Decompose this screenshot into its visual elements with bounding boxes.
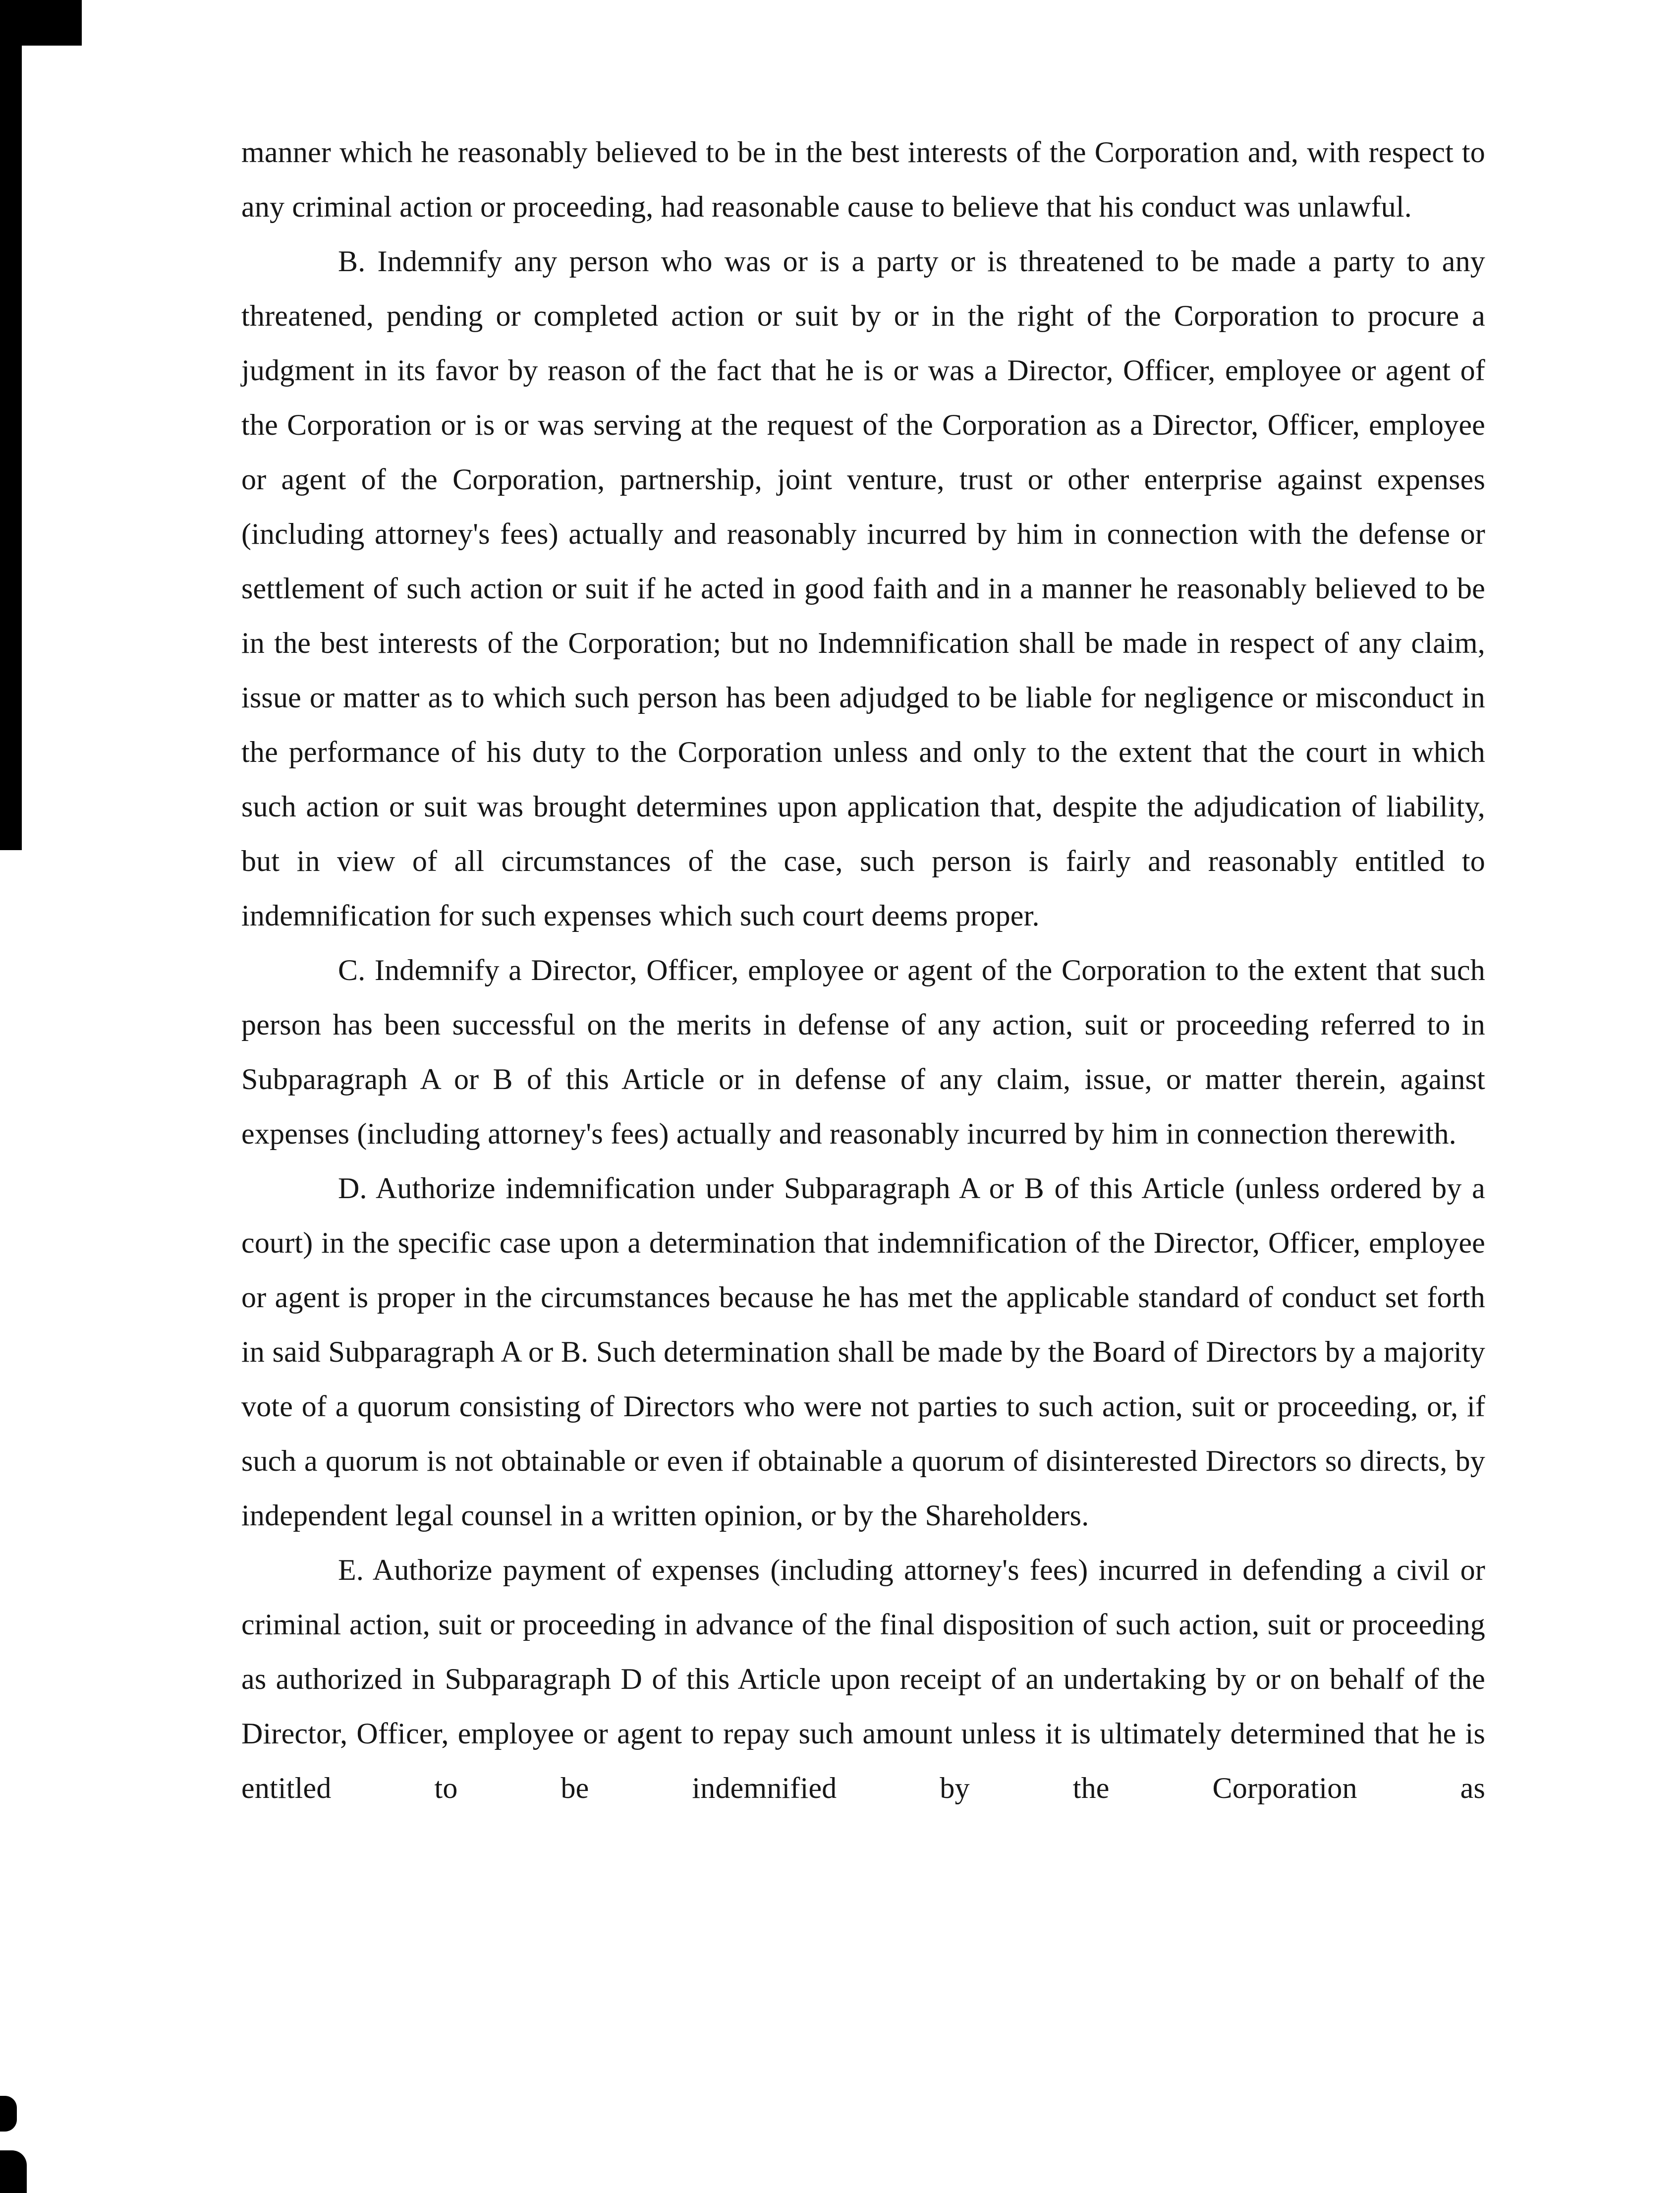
document-text bbox=[241, 125, 1485, 1815]
paragraph-continuation: manner which he reasonably believed to be in the best interests of the Corporation and, with respect to any criminal action or proceeding, had reasonable cause to believe that his conduct was unlawful. bbox=[241, 136, 1485, 223]
paragraph-e: E. Authorize payment of expenses (including attorney's fees) incurred in defending a civil or criminal action, suit or proceeding in advance of the final disposition of such action, suit or proceeding as authorized in Subparagraph D of this Article upon receipt of an undertaking by or on behalf of the Director, Officer, employee or agent to repay such amount unless it is ultimately determined that he is entitled to be indemnified by the Corporation as bbox=[241, 1554, 1485, 1804]
paragraph-c: C. Indemnify a Director, Officer, employee or agent of the Corporation to the extent that such person has been successful on the merits in defense of any action, suit or proceeding referred to in Subparagraph A or B of this Article or in defense of any claim, issue, or matter therein, against expenses (including attorney's fees) actually and reasonably incurred by him in connection therewith. bbox=[241, 954, 1485, 1150]
paragraph-d: D. Authorize indemnification under Subparagraph A or B of this Article (unless ordered by a court) in the specific case upon a determination that indemnification of the Director, Officer, employee or agent is proper in the circumstances because he has met the applicable standard of conduct set forth in said Subparagraph A or B. Such determination shall be made by the Board of Directors by a majority vote of a quorum consisting of Directors who were not parties to such action, suit or proceeding, or, if such a quorum is not obtainable or even if obtainable a quorum of disinterested Directors so directs, by independent legal counsel in a written opinion, or by the Shareholders. bbox=[241, 1172, 1485, 1532]
scan-artifact-top-corner bbox=[0, 0, 82, 46]
scan-artifact-bottom-blob-1 bbox=[0, 2096, 17, 2132]
paragraph-b: B. Indemnify any person who was or is a party or is threatened to be made a party to any threatened, pending or completed action or suit by or in the right of the Corporation to procure a judgment in its favor by reason of the fact that he is or was a Director, Officer, employee or agent of the Corporation or is or was serving at the request of the Corporation as a Director, Officer, employee or agent of the Corporation, partnership, joint venture, trust or other enterprise against expenses (including attorney's fees) actually and reasonably incurred by him in connection with the defense or settlement of such action or suit if he acted in good faith and in a manner he reasonably believed to be in the best interests of the Corporation; but no Indemnification shall be made in respect of any claim, issue or matter as to which such person has been adjudged to be liable for negligence or misconduct in the performance of his duty to the Corporation unless and only to the extent that the court in which such action or suit was brought determines upon application that, despite the adjudication of liability, but in view of all circumstances of the case, such person is fairly and reasonably entitled to indemnification for such expenses which such court deems proper. bbox=[241, 245, 1485, 932]
scan-artifact-left-bar bbox=[0, 0, 22, 850]
scan-artifact-bottom-blob-2 bbox=[0, 2150, 27, 2193]
